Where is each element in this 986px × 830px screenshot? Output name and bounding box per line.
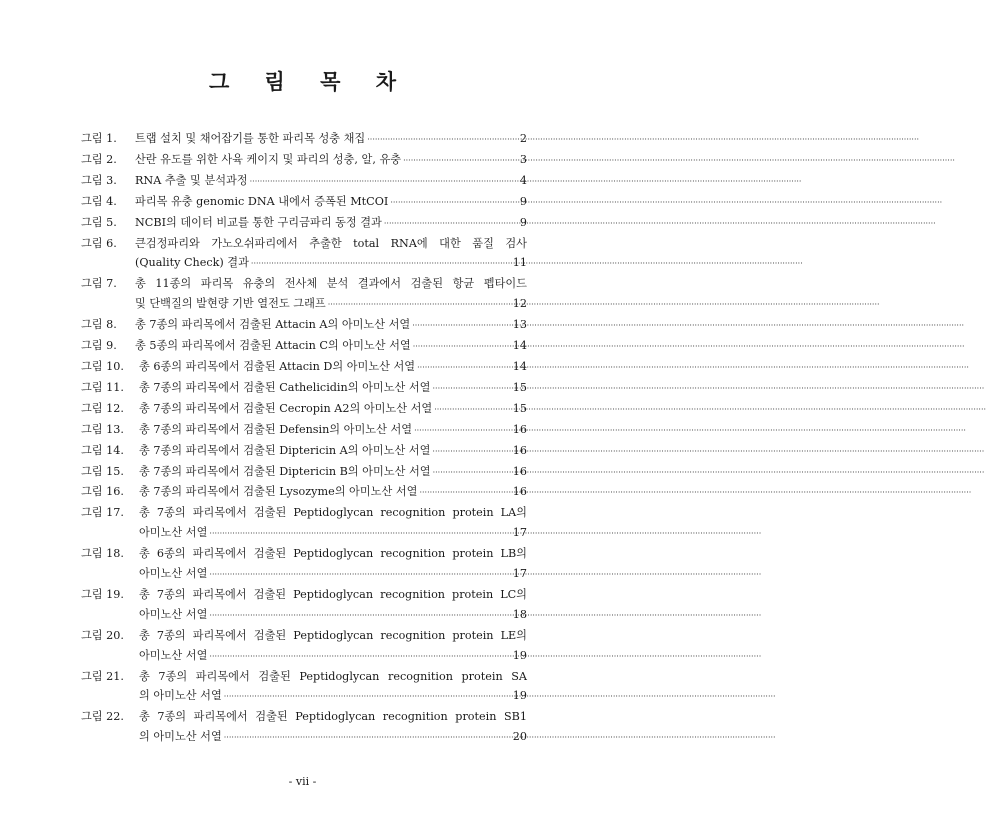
dot-leader: [328, 295, 511, 315]
dot-leader: [251, 254, 511, 274]
toc-entry-text: 총 7종의 파리목에서 검출된 Cecropin A2의 아미노산 서열: [139, 401, 433, 415]
toc-entry-page: 14: [512, 359, 527, 373]
toc-entry-text: 총 7종의 파리목에서 검출된 Peptidoglycan recognition protein LC의: [139, 587, 527, 601]
toc-entry-label: 그림 5.: [81, 215, 117, 229]
dot-leader: [224, 687, 511, 707]
toc-entry-label: 그림 20.: [81, 628, 124, 642]
toc-entry-page: 15: [512, 401, 527, 415]
dot-leader: [390, 193, 515, 213]
dot-leader: [434, 400, 511, 420]
toc-entry-text: 큰검정파리와 가노오쉬파리에서 추출한 total RNA에 대한 품질 검사: [135, 236, 527, 250]
toc-entry-label: 그림 19.: [81, 587, 124, 601]
toc-entry-label: 그림 22.: [81, 710, 124, 724]
page-title: 그 림 목 차: [208, 69, 411, 94]
dot-leader: [384, 214, 515, 234]
dot-leader: [250, 172, 515, 192]
toc-entry-label: 그림 14.: [81, 443, 124, 457]
toc-entry-text: 총 7종의 파리목에서 검출된 Peptidoglycan recognition protein LE의: [139, 628, 527, 642]
toc-entry-label: 그림 17.: [81, 506, 124, 520]
toc-entry-label: 그림 11.: [81, 380, 124, 394]
toc-entry-text: 총 5종의 파리목에서 검출된 Attacin C의 아미노산 서열: [135, 339, 411, 353]
toc-entry[interactable]: [81, 544, 527, 585]
toc-entry[interactable]: [81, 420, 527, 441]
toc-entry-page: 17: [512, 526, 527, 540]
toc-entry[interactable]: [81, 336, 527, 357]
toc-entry-label: 그림 13.: [81, 422, 124, 436]
toc-entry-text: 총 11종의 파리목 유충의 전사체 분석 결과에서 검출된 항균 펩타이드: [135, 277, 527, 291]
toc-entry-page: 9: [519, 194, 527, 208]
toc-entry[interactable]: [81, 274, 527, 315]
dot-leader: [412, 316, 511, 336]
toc-entry-text: 파리목 유충 genomic DNA 내에서 증폭된 MtCOI: [135, 194, 389, 208]
toc-entry-text: RNA 추출 및 분석과정: [135, 173, 248, 187]
toc-entry-text: 총 6종의 파리목에서 검출된 Peptidoglycan recognition protein LB의: [139, 547, 527, 561]
toc-entry-page: 16: [512, 443, 527, 457]
toc-entry-text: 아미노산 서열: [139, 648, 208, 662]
toc-entry[interactable]: [81, 171, 527, 192]
toc-entry[interactable]: [81, 462, 527, 483]
toc-entry-page: 19: [512, 689, 527, 703]
dot-leader: [209, 647, 510, 667]
toc-entry[interactable]: [81, 315, 527, 336]
toc-entry-page: 4: [519, 173, 527, 187]
toc-entry-label: 그림 1.: [81, 132, 117, 145]
toc-entry[interactable]: [81, 213, 527, 234]
toc-entry-text: 총 7종의 파리목에서 검출된 Peptidoglycan recognition protein SB1: [139, 710, 527, 724]
toc-entry-text: 총 7종의 파리목에서 검출된 Peptidoglycan recognition protein SA: [139, 669, 527, 683]
toc-entry[interactable]: [81, 378, 527, 399]
toc-entry[interactable]: [81, 192, 527, 213]
table-of-figures: [81, 129, 527, 748]
toc-entry-page: 14: [512, 339, 527, 353]
toc-entry-page: 16: [512, 485, 527, 499]
toc-entry-label: 그림 18.: [81, 547, 124, 561]
toc-entry-text: 총 7종의 파리목에서 검출된 Diptericin A의 아미노산 서열: [139, 443, 431, 457]
toc-entry-label: 그림 6.: [81, 236, 117, 250]
toc-entry-page: 13: [512, 318, 527, 332]
toc-entry-label: 그림 8.: [81, 318, 117, 332]
toc-entry-label: 그림 15.: [81, 464, 124, 478]
toc-entry[interactable]: [81, 585, 527, 626]
toc-entry[interactable]: [81, 707, 527, 748]
toc-entry-text: 총 7종의 파리목에서 검출된 Cathelicidin의 아미노산 서열: [139, 380, 431, 394]
toc-entry-text: 총 6종의 파리목에서 검출된 Attacin D의 아미노산 서열: [139, 359, 416, 373]
toc-entry-text: 산란 유도를 위한 사육 케이지 및 파리의 성충, 알, 유충: [135, 152, 402, 166]
dot-leader: [432, 379, 510, 399]
toc-entry[interactable]: [81, 667, 527, 708]
toc-entry-page: 20: [512, 730, 527, 744]
toc-entry-page: 9: [519, 215, 527, 229]
toc-entry[interactable]: [81, 441, 527, 462]
toc-entry[interactable]: [81, 626, 527, 667]
toc-entry-text: 및 단백질의 발현량 기반 열전도 그래프: [135, 297, 326, 311]
toc-entry-text: 총 7종의 파리목에서 검출된 Defensin의 아미노산 서열: [139, 422, 413, 436]
toc-entry[interactable]: [81, 357, 527, 378]
toc-entry-page: 3: [519, 152, 527, 166]
page-number-footer: - vii -: [288, 775, 317, 788]
toc-entry-page: 11: [512, 256, 527, 270]
toc-entry-page: 16: [512, 422, 527, 436]
toc-entry-page: 12: [512, 297, 527, 311]
toc-entry-page: 17: [512, 567, 527, 581]
toc-entry-label: 그림 21.: [81, 669, 124, 683]
toc-entry-label: 그림 16.: [81, 485, 124, 499]
toc-entry-label: 그림 9.: [81, 339, 117, 353]
toc-entry[interactable]: [81, 503, 527, 544]
toc-entry-page: 18: [512, 607, 527, 621]
dot-leader: [403, 151, 515, 171]
dot-leader: [417, 358, 511, 378]
toc-entry-text: 아미노산 서열: [139, 526, 208, 540]
toc-entry[interactable]: [81, 150, 527, 171]
toc-entry-text: 총 7종의 파리목에서 검출된 Attacin A의 아미노산 서열: [135, 318, 411, 332]
toc-entry[interactable]: [81, 482, 527, 503]
toc-entry[interactable]: [81, 399, 527, 420]
dot-leader: [367, 130, 515, 150]
toc-entry-text: 의 아미노산 서열: [139, 689, 222, 703]
toc-entry-page: 16: [512, 464, 527, 478]
dot-leader: [209, 524, 510, 544]
toc-entry[interactable]: [81, 129, 527, 150]
dot-leader: [432, 442, 510, 462]
toc-entry-page: 2: [519, 132, 527, 145]
toc-entry-label: 그림 7.: [81, 277, 117, 291]
toc-entry-text: 의 아미노산 서열: [139, 730, 222, 744]
toc-entry-page: 15: [512, 380, 527, 394]
toc-entry-text: 아미노산 서열: [139, 567, 208, 581]
toc-entry-text: 총 7종의 파리목에서 검출된 Peptidoglycan recognition protein LA의: [139, 506, 527, 520]
toc-entry-text: (Quality Check) 결과: [135, 256, 249, 270]
toc-entry[interactable]: [81, 234, 527, 275]
toc-entry-label: 그림 2.: [81, 152, 117, 166]
toc-entry-text: NCBI의 데이터 비교를 통한 구리금파리 동정 결과: [135, 215, 382, 229]
toc-entry-page: 19: [512, 648, 527, 662]
dot-leader: [209, 565, 510, 585]
toc-entry-label: 그림 10.: [81, 359, 124, 373]
toc-entry-text: 트랩 설치 및 채어잡기를 통한 파리목 성충 채집: [135, 132, 366, 145]
toc-entry-label: 그림 3.: [81, 173, 117, 187]
toc-entry-text: 아미노산 서열: [139, 607, 208, 621]
toc-entry-label: 그림 4.: [81, 194, 117, 208]
dot-leader: [414, 421, 511, 441]
dot-leader: [413, 337, 511, 357]
dot-leader: [224, 728, 511, 748]
toc-entry-text: 총 7종의 파리목에서 검출된 Lysozyme의 아미노산 서열: [139, 485, 418, 499]
toc-entry-label: 그림 12.: [81, 401, 124, 415]
dot-leader: [433, 463, 511, 483]
toc-entry-text: 총 7종의 파리목에서 검출된 Diptericin B의 아미노산 서열: [139, 464, 431, 478]
dot-leader: [209, 606, 510, 626]
dot-leader: [419, 483, 510, 503]
